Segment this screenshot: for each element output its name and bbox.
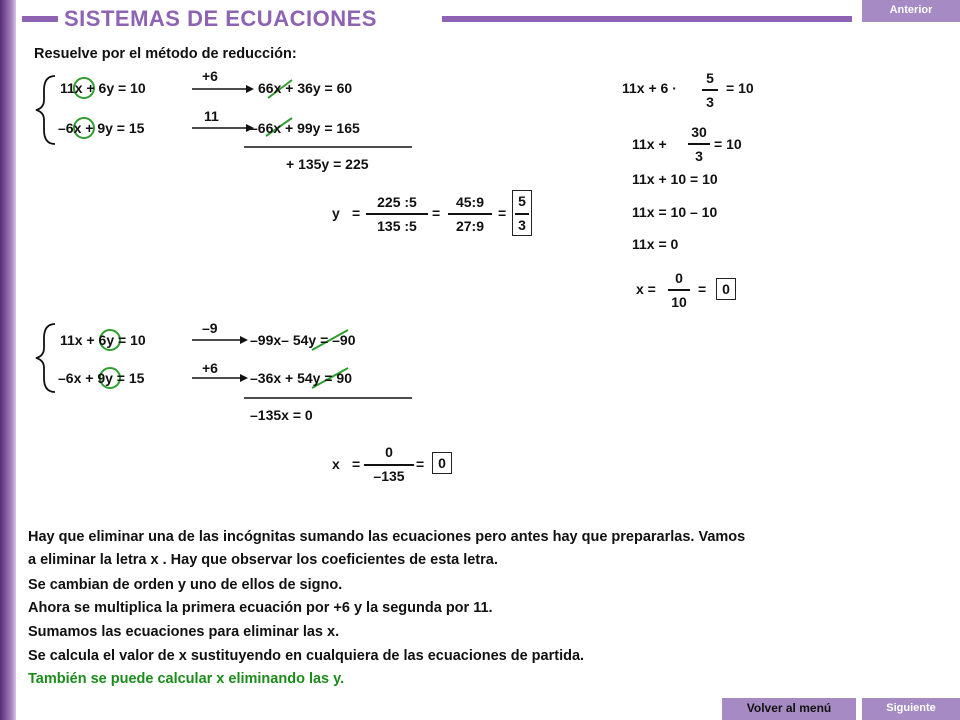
next-button[interactable]: Siguiente (862, 698, 960, 720)
y-result-numerator: 5 (518, 193, 526, 209)
m2-x-label: x (332, 456, 340, 472)
explanation-line-6: Se calcula el valor de x sustituyendo en cualquiera de las ecuaciones de partida. (28, 648, 585, 664)
frac1-denominator: 135 :5 (377, 218, 417, 234)
sub-step-1-num: 5 (706, 70, 714, 86)
explanation-line-7: También se puede calcular x eliminando las y. (28, 671, 345, 687)
equals-sign: = (416, 456, 425, 472)
sub-step-1-left: 11x + 6 · (622, 80, 677, 96)
m2-result-2: –36x + 54y = 90 (250, 370, 352, 386)
equals-sign: = (352, 205, 361, 221)
x-frac-den: 10 (671, 294, 687, 310)
m1-result-2: –66x + 99y = 165 (250, 120, 360, 136)
frac2-numerator: 45:9 (455, 194, 485, 210)
m1-multiplier-2: 11 (204, 108, 219, 124)
equals-sign: = (698, 281, 707, 297)
equals-sign: = (432, 205, 441, 221)
equals-sign: = (498, 205, 507, 221)
system-brace-2 (36, 324, 55, 392)
x-result-box: 0 (716, 278, 736, 300)
m2-frac-den: –135 (373, 468, 405, 484)
x-frac-bar (668, 289, 690, 291)
sub-step-4: 11x = 10 – 10 (632, 204, 718, 220)
sub-step-1-right: = 10 (726, 80, 754, 96)
m2-sum: –135x = 0 (250, 407, 313, 423)
sub-step-2-right: = 10 (714, 136, 742, 152)
arrow-icon (240, 336, 248, 344)
sub-step-2-bar (688, 143, 710, 145)
explanation-line-1: Hay que eliminar una de las incógnitas sumando las ecuaciones pero antes hay que prepararlas. Vamos (28, 529, 746, 545)
m1-result-1: 66x + 36y = 60 (258, 80, 353, 96)
m1-sum: + 135y = 225 (286, 156, 369, 172)
sub-step-1-den: 3 (706, 94, 714, 110)
sub-step-2-left: 11x + (632, 136, 667, 152)
x-equals: x = (636, 281, 656, 297)
y-label: y (332, 205, 340, 221)
m2-multiplier-1: –9 (202, 320, 218, 336)
explanation-line-3: Se cambian de orden y uno de ellos de signo. (28, 577, 343, 593)
previous-button[interactable]: Anterior (862, 0, 960, 22)
explanation-line-2: a eliminar la letra x . Hay que observar los coeficientes de esta letra. (28, 552, 498, 568)
sub-step-2-num: 30 (691, 124, 707, 140)
frac1-numerator: 225 :5 (377, 194, 417, 210)
y-result-bar (515, 213, 529, 215)
frac1-bar (366, 213, 428, 215)
back-to-menu-button[interactable]: Volver al menú (722, 698, 856, 720)
x-frac-num: 0 (675, 270, 683, 286)
m2-frac-bar (364, 464, 414, 466)
sub-step-3: 11x + 10 = 10 (632, 171, 718, 187)
sub-step-5: 11x = 0 (632, 236, 679, 252)
y-result-denominator: 3 (518, 217, 526, 233)
sub-step-1-bar (702, 89, 718, 91)
system-brace-1 (36, 76, 55, 144)
m1-equation-1: 11x + 6y = 10 (60, 80, 146, 96)
arrow-icon (240, 374, 248, 382)
m2-result-1: –99x– 54y = –90 (250, 332, 356, 348)
m2-result-box: 0 (432, 452, 452, 474)
instruction-text: Resuelve por el método de reducción: (34, 46, 297, 62)
explanation-line-4: Ahora se multiplica la primera ecuación por +6 y la segunda por 11. (28, 600, 493, 616)
m1-equation-2: –6x + 9y = 15 (58, 120, 145, 136)
frac2-bar (448, 213, 492, 215)
m1-multiplier-1: +6 (202, 68, 218, 84)
frac2-denominator: 27:9 (455, 218, 485, 234)
arrow-icon (246, 85, 254, 93)
explanation-line-5: Sumamos las ecuaciones para eliminar las x. (28, 624, 340, 640)
sub-step-2-den: 3 (695, 148, 703, 164)
page-title: SISTEMAS DE ECUACIONES (64, 6, 377, 31)
m2-equation-1: 11x + 6y = 10 (60, 332, 146, 348)
m2-frac-num: 0 (385, 444, 393, 460)
m2-equation-2: –6x + 9y = 15 (58, 370, 145, 386)
equals-sign: = (352, 456, 361, 472)
m2-multiplier-2: +6 (202, 360, 218, 376)
